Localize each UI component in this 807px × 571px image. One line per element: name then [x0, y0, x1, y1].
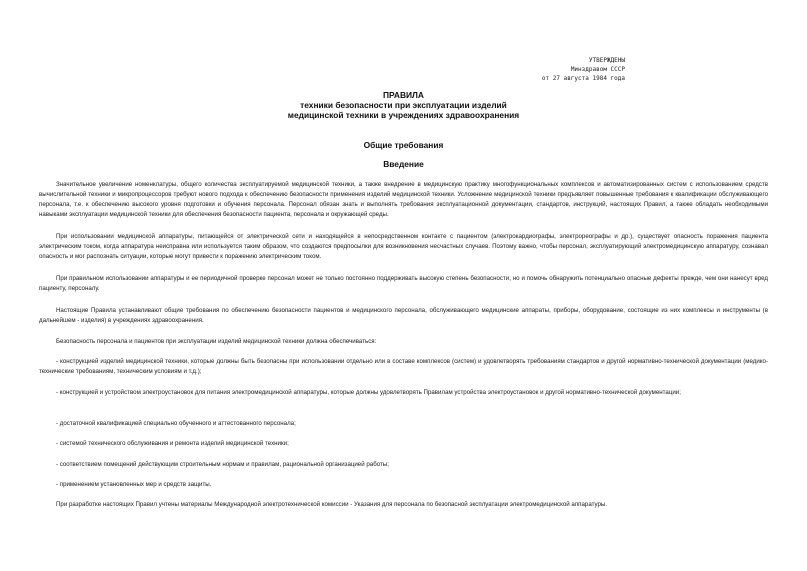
list-item-3	[39, 419, 768, 429]
list-item-4	[39, 439, 768, 449]
paragraph-text: Безопасность персонала и пациентов при эксплуатации изделий медицинской техники должна обеспечиваться:	[56, 338, 377, 345]
paragraph-2	[39, 232, 768, 262]
approval-line-2: Минздравом СССР	[570, 66, 625, 73]
paragraph-1	[39, 180, 768, 220]
title-line-1: ПРАВИЛА	[383, 90, 424, 100]
paragraph-final	[39, 500, 768, 510]
section-heading-general: Общие требования	[363, 140, 444, 150]
list-item-text: - применением установленных мер и средств защиты.	[56, 481, 212, 488]
paragraph-4	[39, 306, 768, 326]
paragraph-text: Настоящие Правила устанавливают общие требования по обеспечению безопасности пациентов и медицинского персонала, обслуживающего медицинские аппараты, приборы, оборудование, состоящие из них комплексы и инструменты (в дальнейшем - изделия) в учреждениях здравоохранения.	[39, 307, 768, 324]
document-title	[0, 90, 807, 120]
paragraph-text: При правильном использовании аппаратуры и ее периодичной проверке персонал может не только постоянно поддерживать высокую степень безопасности, но и помочь обнаружить потенциально опасные дефекты прежде, чем они нанесут вред пациенту, персоналу.	[39, 275, 768, 292]
paragraph-text: При разработке настоящих Правил учтены материалы Международной электротехнической комиссии - Указания для персонала по безопасной эксплуатации электромедицинской аппаратуры.	[56, 501, 608, 508]
paragraph-3	[39, 274, 768, 294]
list-item-text: - конструкцией и устройством электроустановок для питания электромедицинской аппаратуры, которые должны удовлетворять Правилам устройства электроустановок и другой нормативно-технической документации;	[56, 389, 681, 396]
paragraph-text: При использовании медицинской аппаратуры, питающейся от электрической сети и находящейся в непосредственном контакте с пациентом (электрокардиографы, электрореографы и др.), существует опасность поражения пациента электрическим током, когда аппаратура неисправна или используется таким образом, что создаются предпосылки для возникновения несчастных случаев. Поэтому важно, чтобы персонал, эксплуатирующий электромедицинскую аппаратуру, сознавал опасность и мог распознать ситуации, которые могут привести к поражению электрическим током.	[39, 233, 768, 260]
list-item-text: - конструкцией изделий медицинской техники, которые должны быть безопасны при использовании отдельно или в составе комплексов (систем) и удовлетворять требованиям стандартов и другой нормативно-технической документации (медико-технические требованиям, техническим условиям и т.д.);	[39, 358, 768, 375]
paragraph-5	[39, 337, 768, 347]
list-item-2	[39, 388, 768, 398]
list-item-1	[39, 357, 768, 377]
list-item-text: - системой технического обслуживания и ремонта изделий медицинской техники;	[56, 440, 289, 447]
list-item-6	[39, 480, 768, 490]
paragraph-text: Значительное увеличение номенклатуры, общего количества эксплуатируемой медицинской техники, а также внедрение в медицинскую практику многофункциональных комплексов и автоматизированных систем с использованием средств вычислительной техники и микропроцессоров требуют нового подхода к обеспечению безопасности применения изделий медицинской техники. Усложнение медицинской техники предъявляет повышенные требования к квалификации обслуживающего персонала, т.е. к обеспечению высокого уровня подготовки и обучения персонала. Персонал обязан знать и выполнять требования эксплуатационной документации, стандартов, инструкций, настоящих Правил, а также обладать необходимыми навыками эксплуатации медицинской техники для обеспечения безопасности пациента, персонала и окружающей среды.	[39, 181, 768, 218]
approval-stamp	[542, 56, 625, 83]
approval-line-1: УТВЕРЖДЕНЫ	[588, 57, 625, 64]
list-item-text: - достаточной квалификацией специально обученного и аттестованного персонала;	[56, 420, 296, 427]
list-item-text: - соответствием помещений действующим строительным нормам и правилам, рациональной организацией работы;	[56, 461, 389, 468]
title-line-3: медицинской техники в учреждениях здравоохранения	[287, 110, 520, 120]
title-line-2: техники безопасности при эксплуатации изделий	[300, 100, 507, 110]
list-item-5	[39, 460, 768, 470]
section-heading-intro: Введение	[383, 159, 424, 169]
approval-line-3: от 27 августа 1984 года	[541, 75, 625, 82]
